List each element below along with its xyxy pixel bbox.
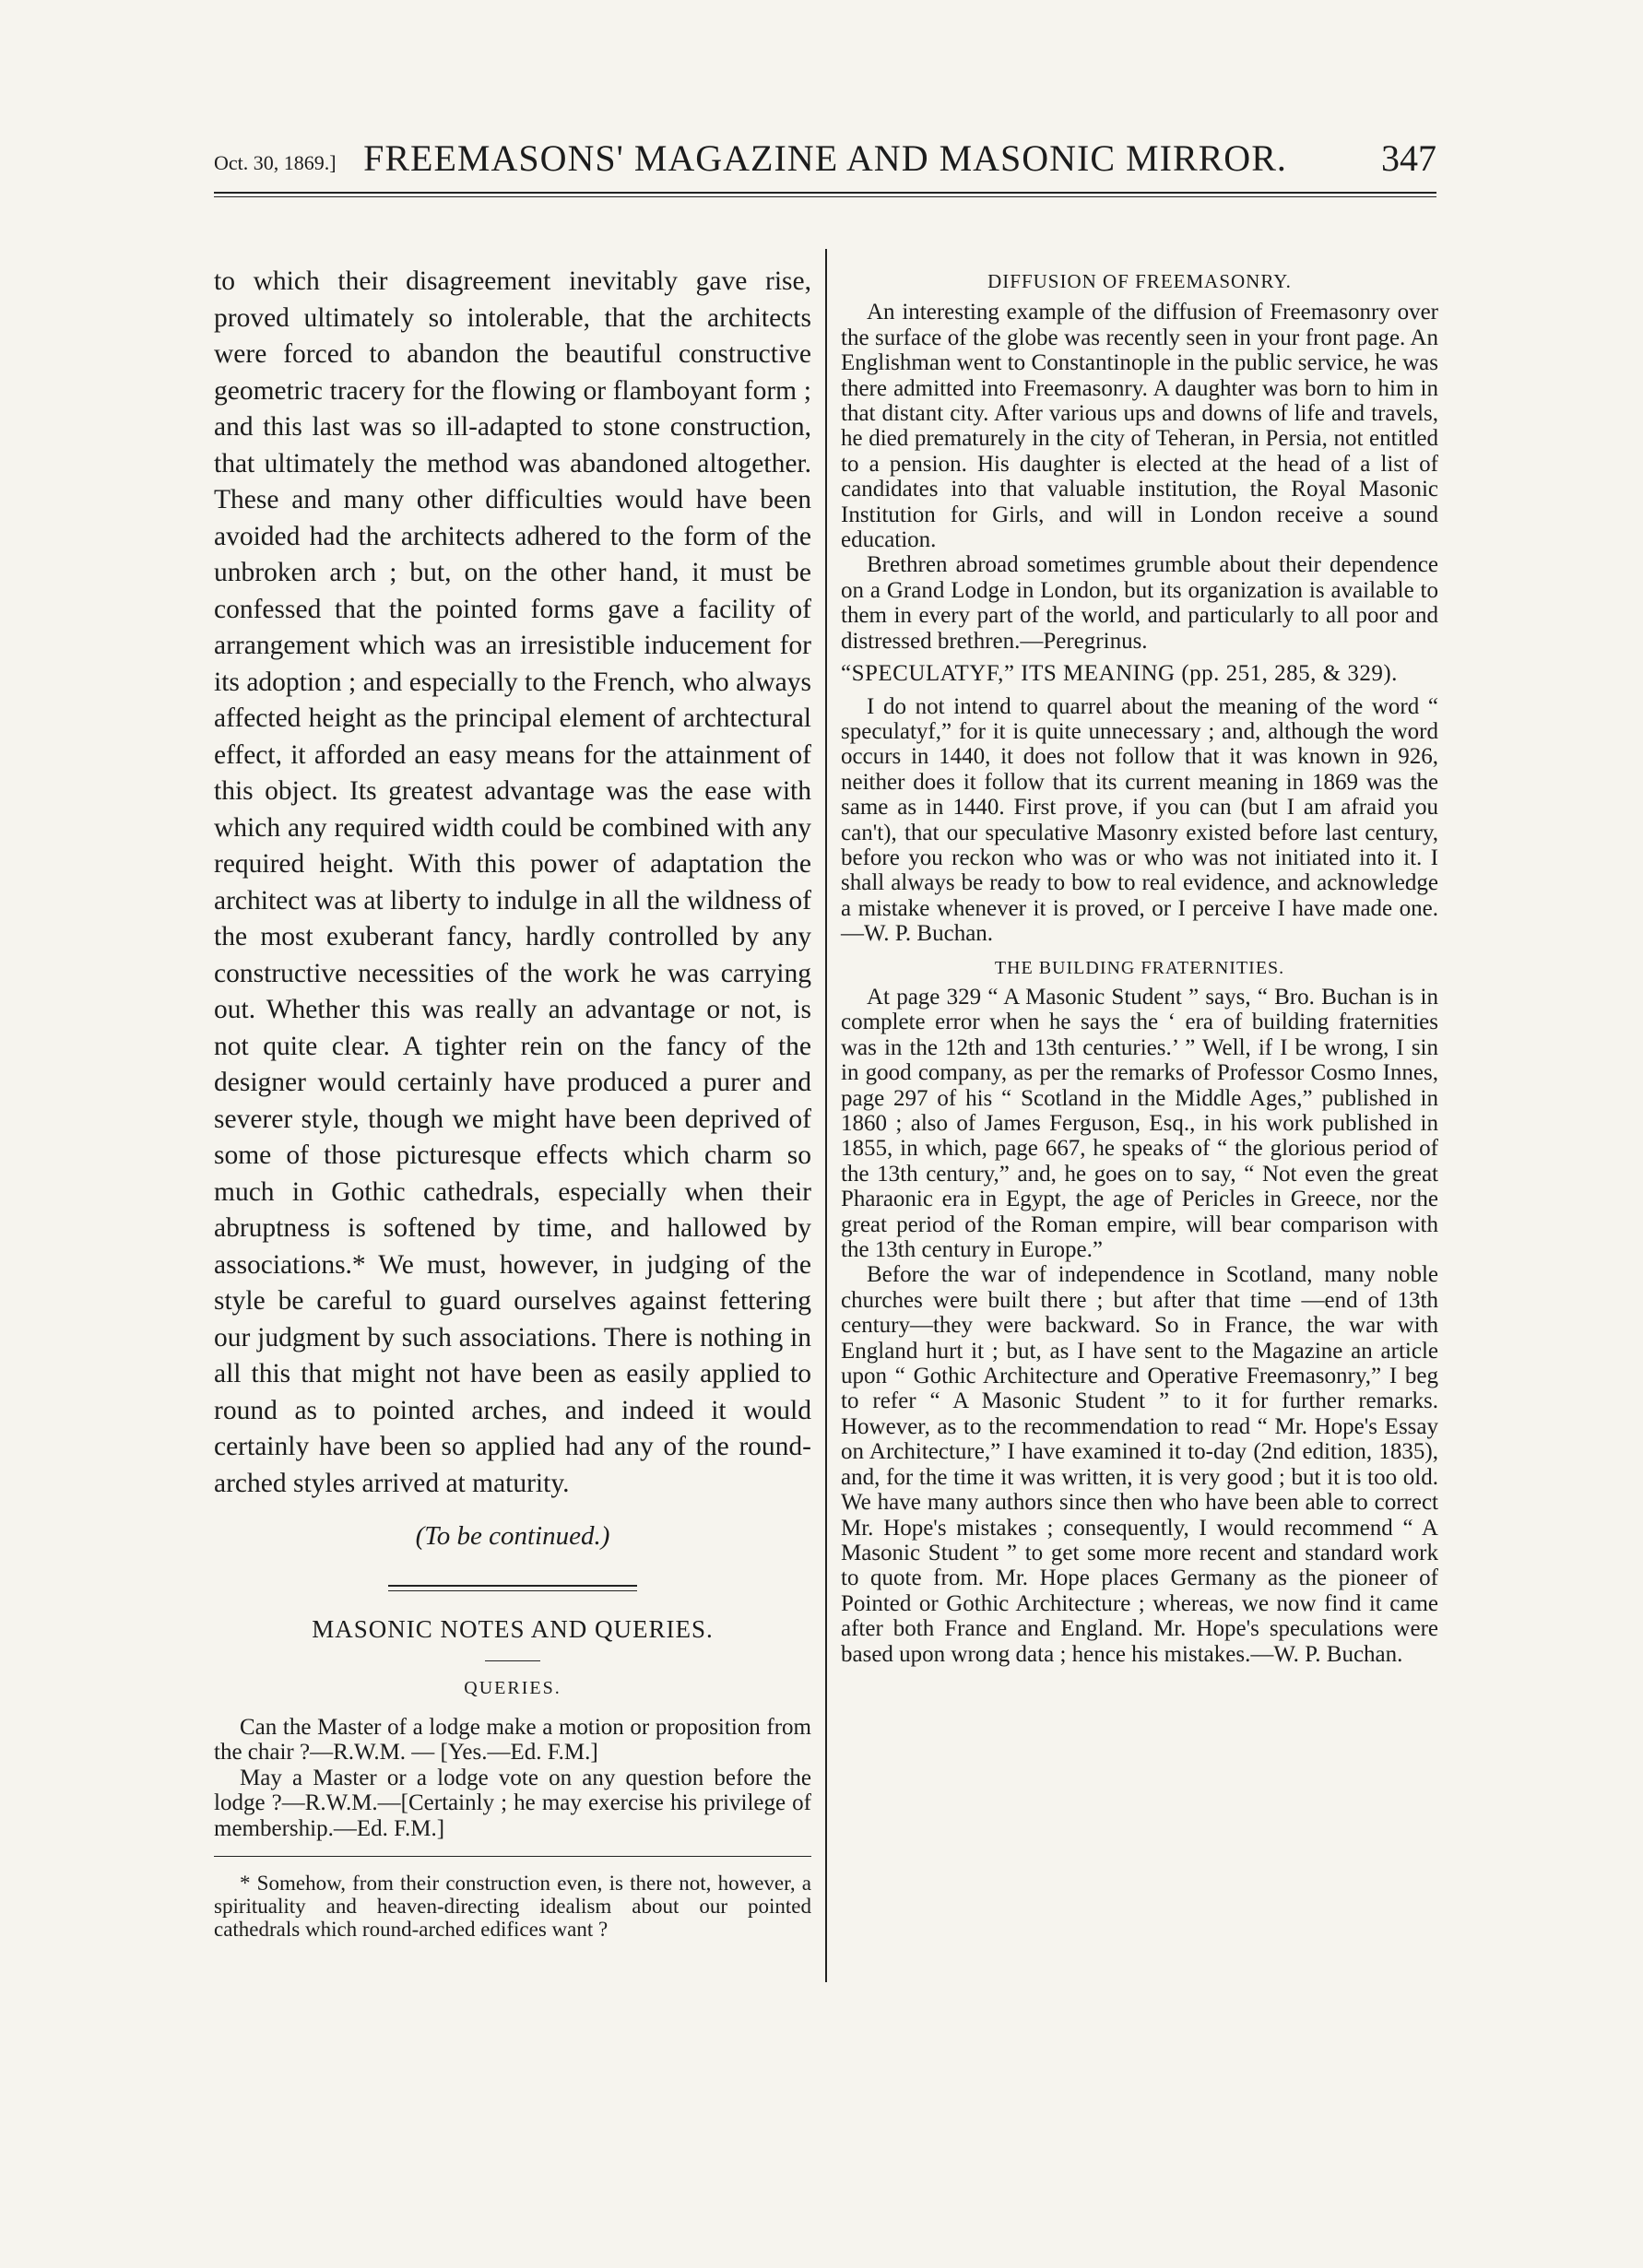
article-continuation-text: to which their disagreement inevitably gave rise, proved ultimately so intolerable, that the architects were forced to abandon the beautiful constructive geometric tracery for the flowing or flamboyant form ; and this last was so ill-adapted to stone construction, that ultimately the method was abandoned altogether. These and many other difficulties would have been avoided had the architects adhered to the form of the unbroken arch ; but, on the other hand, it must be confessed that the pointed forms gave a facility of arrangement which was an irresistible inducement for its adoption ; and especially to the French, who always affected height as the principal element of archtectural effect, it afforded an easy means for the attainment of this object. Its greatest advantage was the ease with which any required width could be combined with any required height. With this power of adaptation the architect was at liberty to indulge in all the wildness of the most exuberant fancy, hardly controlled by any constructive necessities of the work he was carrying out. Whether this was really an advantage or not, is not quite clear. A tighter rein on the fancy of the designer would certainly have produced a purer and severer style, though we might have been deprived of some of those picturesque effects which charm so much in Gothic cathedrals, especially when their abruptness is softened by time, and hallowed by associations.* We must, however, in judging of the style be careful to guard ourselves against fettering our judgment by such associations. There is nothing in all this that might not have been as easily applied to round as to pointed arches, and indeed it would certainly have been so applied had any of the round-arched styles arrived at maturity. [214,266,811,1498]
footnote-rule [214,1856,811,1857]
column-divider [825,249,827,1982]
magazine-title: FREEMASONS' MAGAZINE AND MASONIC MIRROR. [363,137,1287,179]
page-header [214,127,1436,192]
diffusion-paragraph: Brethren abroad sometimes grumble about their dependence on a Grand Lodge in London, but its organization is available to them in every part of the world, and particularly to all poor and distressed brethren.—Peregrinus. [841,552,1438,654]
diffusion-paragraph: An interesting example of the diffusion of Freemasonry over the surface of the globe was recently seen in your front page. An Englishman went to Constantinople in the public service, he was there admitted into Freemasonry. A daughter was born to him in that distant city. After various ups and downs of life and travels, he died prematurely in the city of Teheran, in Persia, not entitled to a pension. His daughter is elected at the head of a list of candidates into that valuable institution, the Royal Masonic Institution for Girls, and will in London receive a sound education. [841,300,1438,553]
building-paragraph: At page 329 “ A Masonic Student ” says, “ Bro. Buchan is in complete error when he says the ‘ era of building fraternities was in the 12th and 13th centuries.’ ” Well, if I be wrong, I sin in good company, as per the remarks of Professor Cosmo Innes, page 297 of his “ Scotland in the Middle Ages,” published in 1860 ; also of James Ferguson, Esq., in his work published in 1855, in which, page 667, he speaks of “ the glorious period of the 13th century,” and, he goes on to say, “ Not even the great Pharaonic era in Egypt, the age of Pericles in Greece, nor the great period of the Roman empire, will bear comparison with the 13th century in Europe.” [841,984,1438,1263]
issue-date: Oct. 30, 1869.] [214,151,337,174]
short-rule [485,1660,540,1661]
diffusion-heading: DIFFUSION OF FREEMASONRY. [987,270,1292,292]
footnote: * Somehow, from their construction even, is there not, however, a spirituality and heaven-directing idealism about our pointed cathedrals which round-arched edifices want ? [214,1872,811,1941]
speculatyf-heading: “SPECULATYF,” ITS MEANING (pp. 251, 285, & 329). [841,661,1398,687]
left-column [214,264,811,1941]
right-column [841,269,1438,1667]
building-heading: THE BUILDING FRATERNITIES. [994,957,1285,978]
page-number: 347 [1381,137,1436,179]
speculatyf-paragraph: I do not intend to quarrel about the meaning of the word “ speculatyf,” for it is quite unnecessary ; and, although the word occurs in 1440, it does not follow that it was known in 926, neither does it follow that its current meaning in 1869 was the same as in 1440. First prove, if you can (but I am afraid you can't), that our speculative Masonry existed before last century, before you reckon who was or who was not initiated into it. I shall always be ready to bow to real evidence, and acknowledge a mistake whenever it is proved, or I perceive I have made one.—W. P. Buchan. [841,693,1438,947]
section-divider-thin [388,1590,637,1591]
notes-and-queries-title: MASONIC NOTES AND QUERIES. [312,1614,714,1643]
section-divider [388,1585,637,1587]
query-item: Can the Master of a lodge make a motion or proposition from the chair ?—R.W.M. — [Yes.—Ed. F.M.] [214,1714,811,1765]
to-be-continued-note: (To be continued.) [415,1521,610,1551]
header-rule-bottom [214,196,1436,197]
queries-heading: QUERIES. [464,1678,561,1698]
query-item: May a Master or a lodge vote on any question before the lodge ?—R.W.M.—[Certainly ; he may exercise his privilege of membership.—Ed. F.M.] [214,1765,811,1841]
building-paragraph: Before the war of independence in Scotland, many noble churches were built there ; but after that time —end of 13th century—they were backward. So in France, the war with England hurt it ; but, as I have sent to the Magazine an article upon “ Gothic Architecture and Operative Freemasonry,” I beg to refer “ A Masonic Student ” to it for further remarks. However, as to the recommendation to read “ Mr. Hope's Essay on Architecture,” I have examined it to-day (2nd edition, 1835), and, for the time it was written, it is very good ; but it is too old. We have many authors since then who have been able to correct Mr. Hope's mistakes ; consequently, I would recommend “ A Masonic Student ” to get some more recent and standard work to quote from. Mr. Hope places Germany as the pioneer of Pointed or Gothic Architecture ; whereas, we now find it came after both France and England. Mr. Hope's speculations were based upon wrong data ; hence his mistakes.—W. P. Buchan. [841,1262,1438,1667]
header-rule-top [214,192,1436,194]
